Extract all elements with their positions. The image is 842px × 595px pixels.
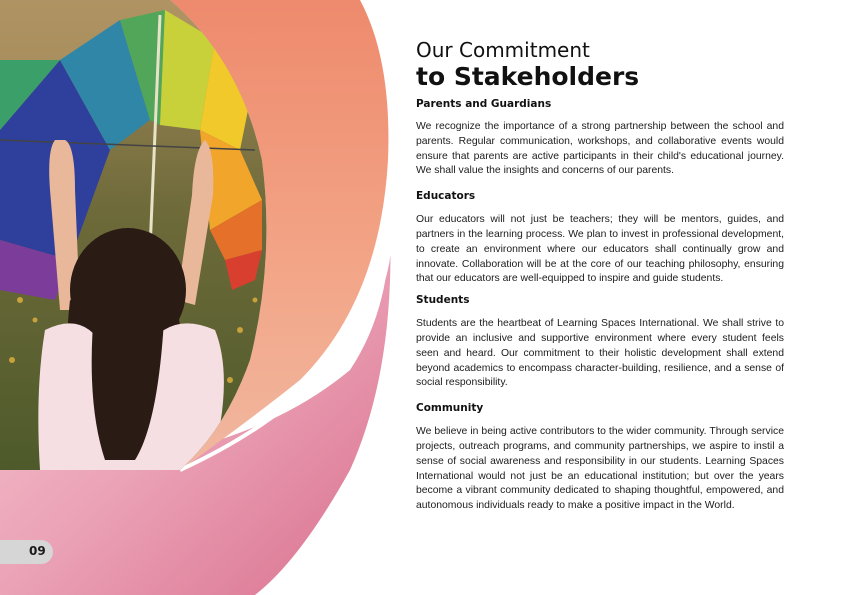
text-column bbox=[416, 38, 784, 514]
section-body: Our educators will not just be teachers; they will be mentors, guides, and partners in the learning process. We plan to invest in professional development, to create an environment where our educators shall continually grow and innovate. Collaboration will be at the core of our teaching philosophy, ensuring that our educators are well-equipped to inspire and guide students. bbox=[416, 214, 784, 285]
section-title: Educators bbox=[416, 190, 476, 203]
page-title-line2: to Stakeholders bbox=[416, 62, 640, 91]
section-title: Community bbox=[416, 402, 484, 415]
page-number: 09 bbox=[29, 544, 46, 558]
section-community bbox=[416, 402, 784, 514]
section-educators bbox=[416, 190, 784, 287]
section-body: We believe in being active contributors to the wider community. Through service projects, outreach programs, and community partnerships, we aspire to instil a sense of social awareness and responsibility in our students. Learning Spaces International would not just be an educational institution; but over the years become a vibrant community dedicated to shaping thoughtful, empowered, and autonomous individuals ready to make a positive impact in the World. bbox=[416, 426, 784, 512]
page-title-line1: Our Commitment bbox=[416, 38, 590, 62]
section-title: Parents and Guardians bbox=[416, 98, 552, 110]
section-title: Students bbox=[416, 294, 470, 307]
section-body: Students are the heartbeat of Learning Spaces International. We shall strive to provide an inclusive and supportive environment where every student feels seen and heard. Our commitment to their holistic development shall extend beyond academics to encompass character-building, resilience, and a sense of social responsibility. bbox=[416, 318, 784, 389]
section-parents bbox=[416, 98, 784, 179]
section-body: We recognize the importance of a strong partnership between the school and parents. Regular communication, workshops, and collaborative events would ensure that parents are active participants in their child's educational journey. We shall value the insights and concerns of our parents. bbox=[416, 121, 784, 177]
section-students bbox=[416, 294, 784, 391]
